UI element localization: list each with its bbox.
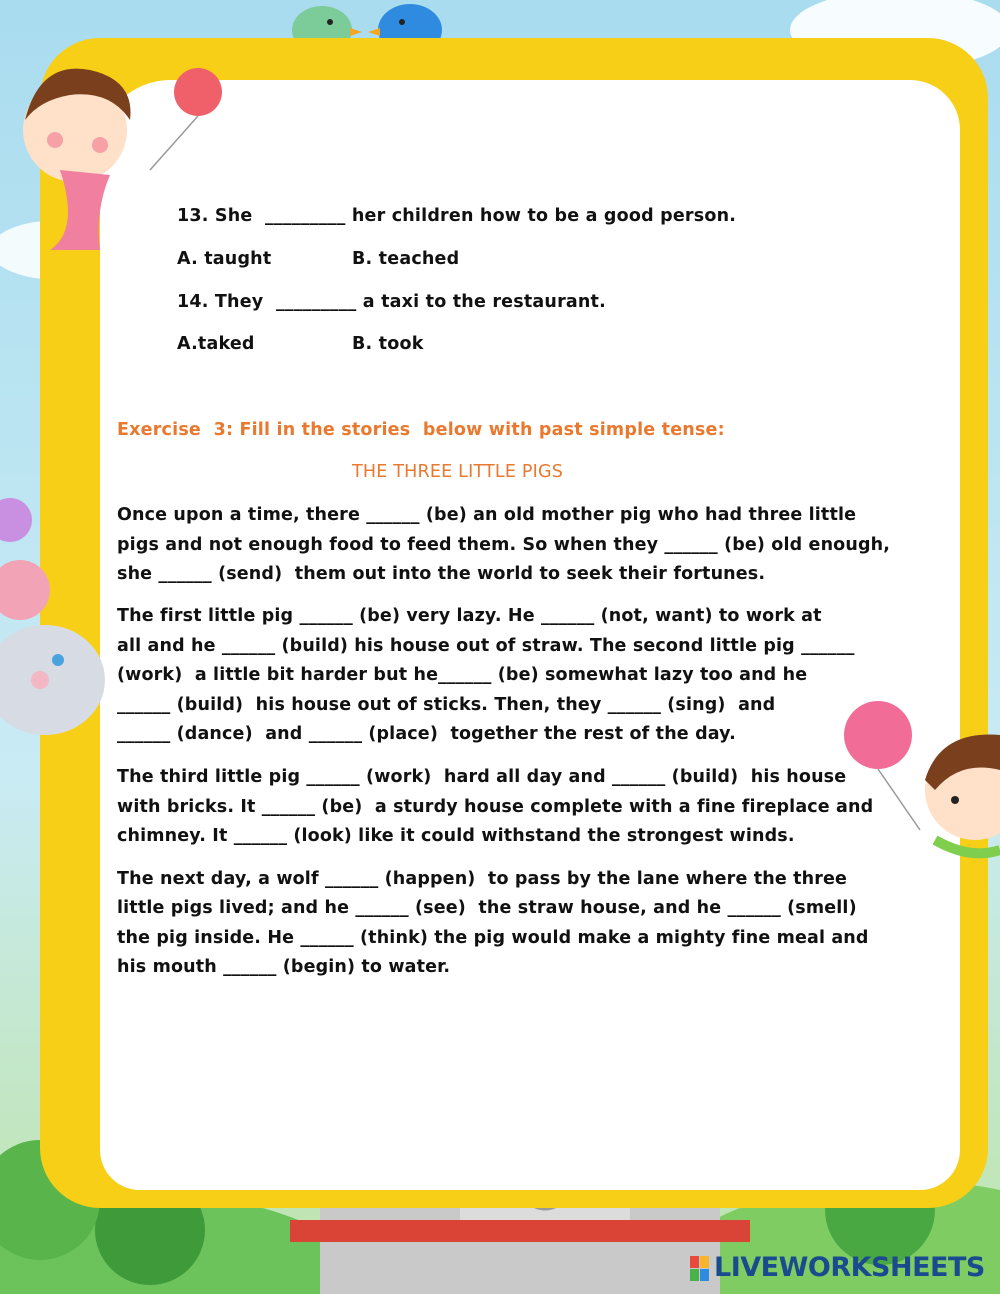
exercise-heading: Exercise 3: Fill in the stories below with past simple tense: bbox=[117, 420, 725, 440]
story-line: Once upon a time, there ______ (be) an old mother pig who had three little bbox=[117, 505, 857, 525]
story-line: The first little pig ______ (be) very lazy. He ______ (not, want) to work at bbox=[117, 606, 822, 626]
question-14-option-b[interactable]: B. took bbox=[352, 334, 424, 354]
question-13-option-b[interactable]: B. teached bbox=[352, 249, 460, 269]
story-line: chimney. It ______ (look) like it could withstand the strongest winds. bbox=[117, 826, 795, 846]
question-14: 14. They _________ a taxi to the restaurant. bbox=[177, 292, 606, 312]
story-line: (work) a little bit harder but he______ (be) somewhat lazy too and he bbox=[117, 665, 808, 685]
question-13-option-a[interactable]: A. taught bbox=[177, 249, 272, 269]
story-line: the pig inside. He ______ (think) the pig would make a mighty fine meal and bbox=[117, 928, 869, 948]
story-line: with bricks. It ______ (be) a sturdy house complete with a fine fireplace and bbox=[117, 797, 874, 817]
story-title: THE THREE LITTLE PIGS bbox=[352, 462, 564, 482]
story-line: pigs and not enough food to feed them. So when they ______ (be) old enough, bbox=[117, 535, 891, 555]
story-line: The third little pig ______ (work) hard all day and ______ (build) his house bbox=[117, 767, 847, 787]
liveworksheets-logo-icon bbox=[690, 1256, 710, 1282]
story-line: The next day, a wolf ______ (happen) to pass by the lane where the three bbox=[117, 869, 848, 889]
story-line: little pigs lived; and he ______ (see) the straw house, and he ______ (smell) bbox=[117, 898, 857, 918]
question-13: 13. She _________ her children how to be a good person. bbox=[177, 206, 737, 226]
story-line: she ______ (send) them out into the world to seek their fortunes. bbox=[117, 564, 766, 584]
story-line: ______ (build) his house out of sticks. Then, they ______ (sing) and bbox=[117, 695, 776, 715]
story-line: his mouth ______ (begin) to water. bbox=[117, 957, 451, 977]
story-line: ______ (dance) and ______ (place) together the rest of the day. bbox=[117, 724, 736, 744]
story-line: all and he ______ (build) his house out of straw. The second little pig ______ bbox=[117, 636, 855, 656]
question-14-option-a[interactable]: A.taked bbox=[177, 334, 255, 354]
liveworksheets-logo[interactable]: LIVEWORKSHEETS bbox=[714, 1252, 985, 1283]
